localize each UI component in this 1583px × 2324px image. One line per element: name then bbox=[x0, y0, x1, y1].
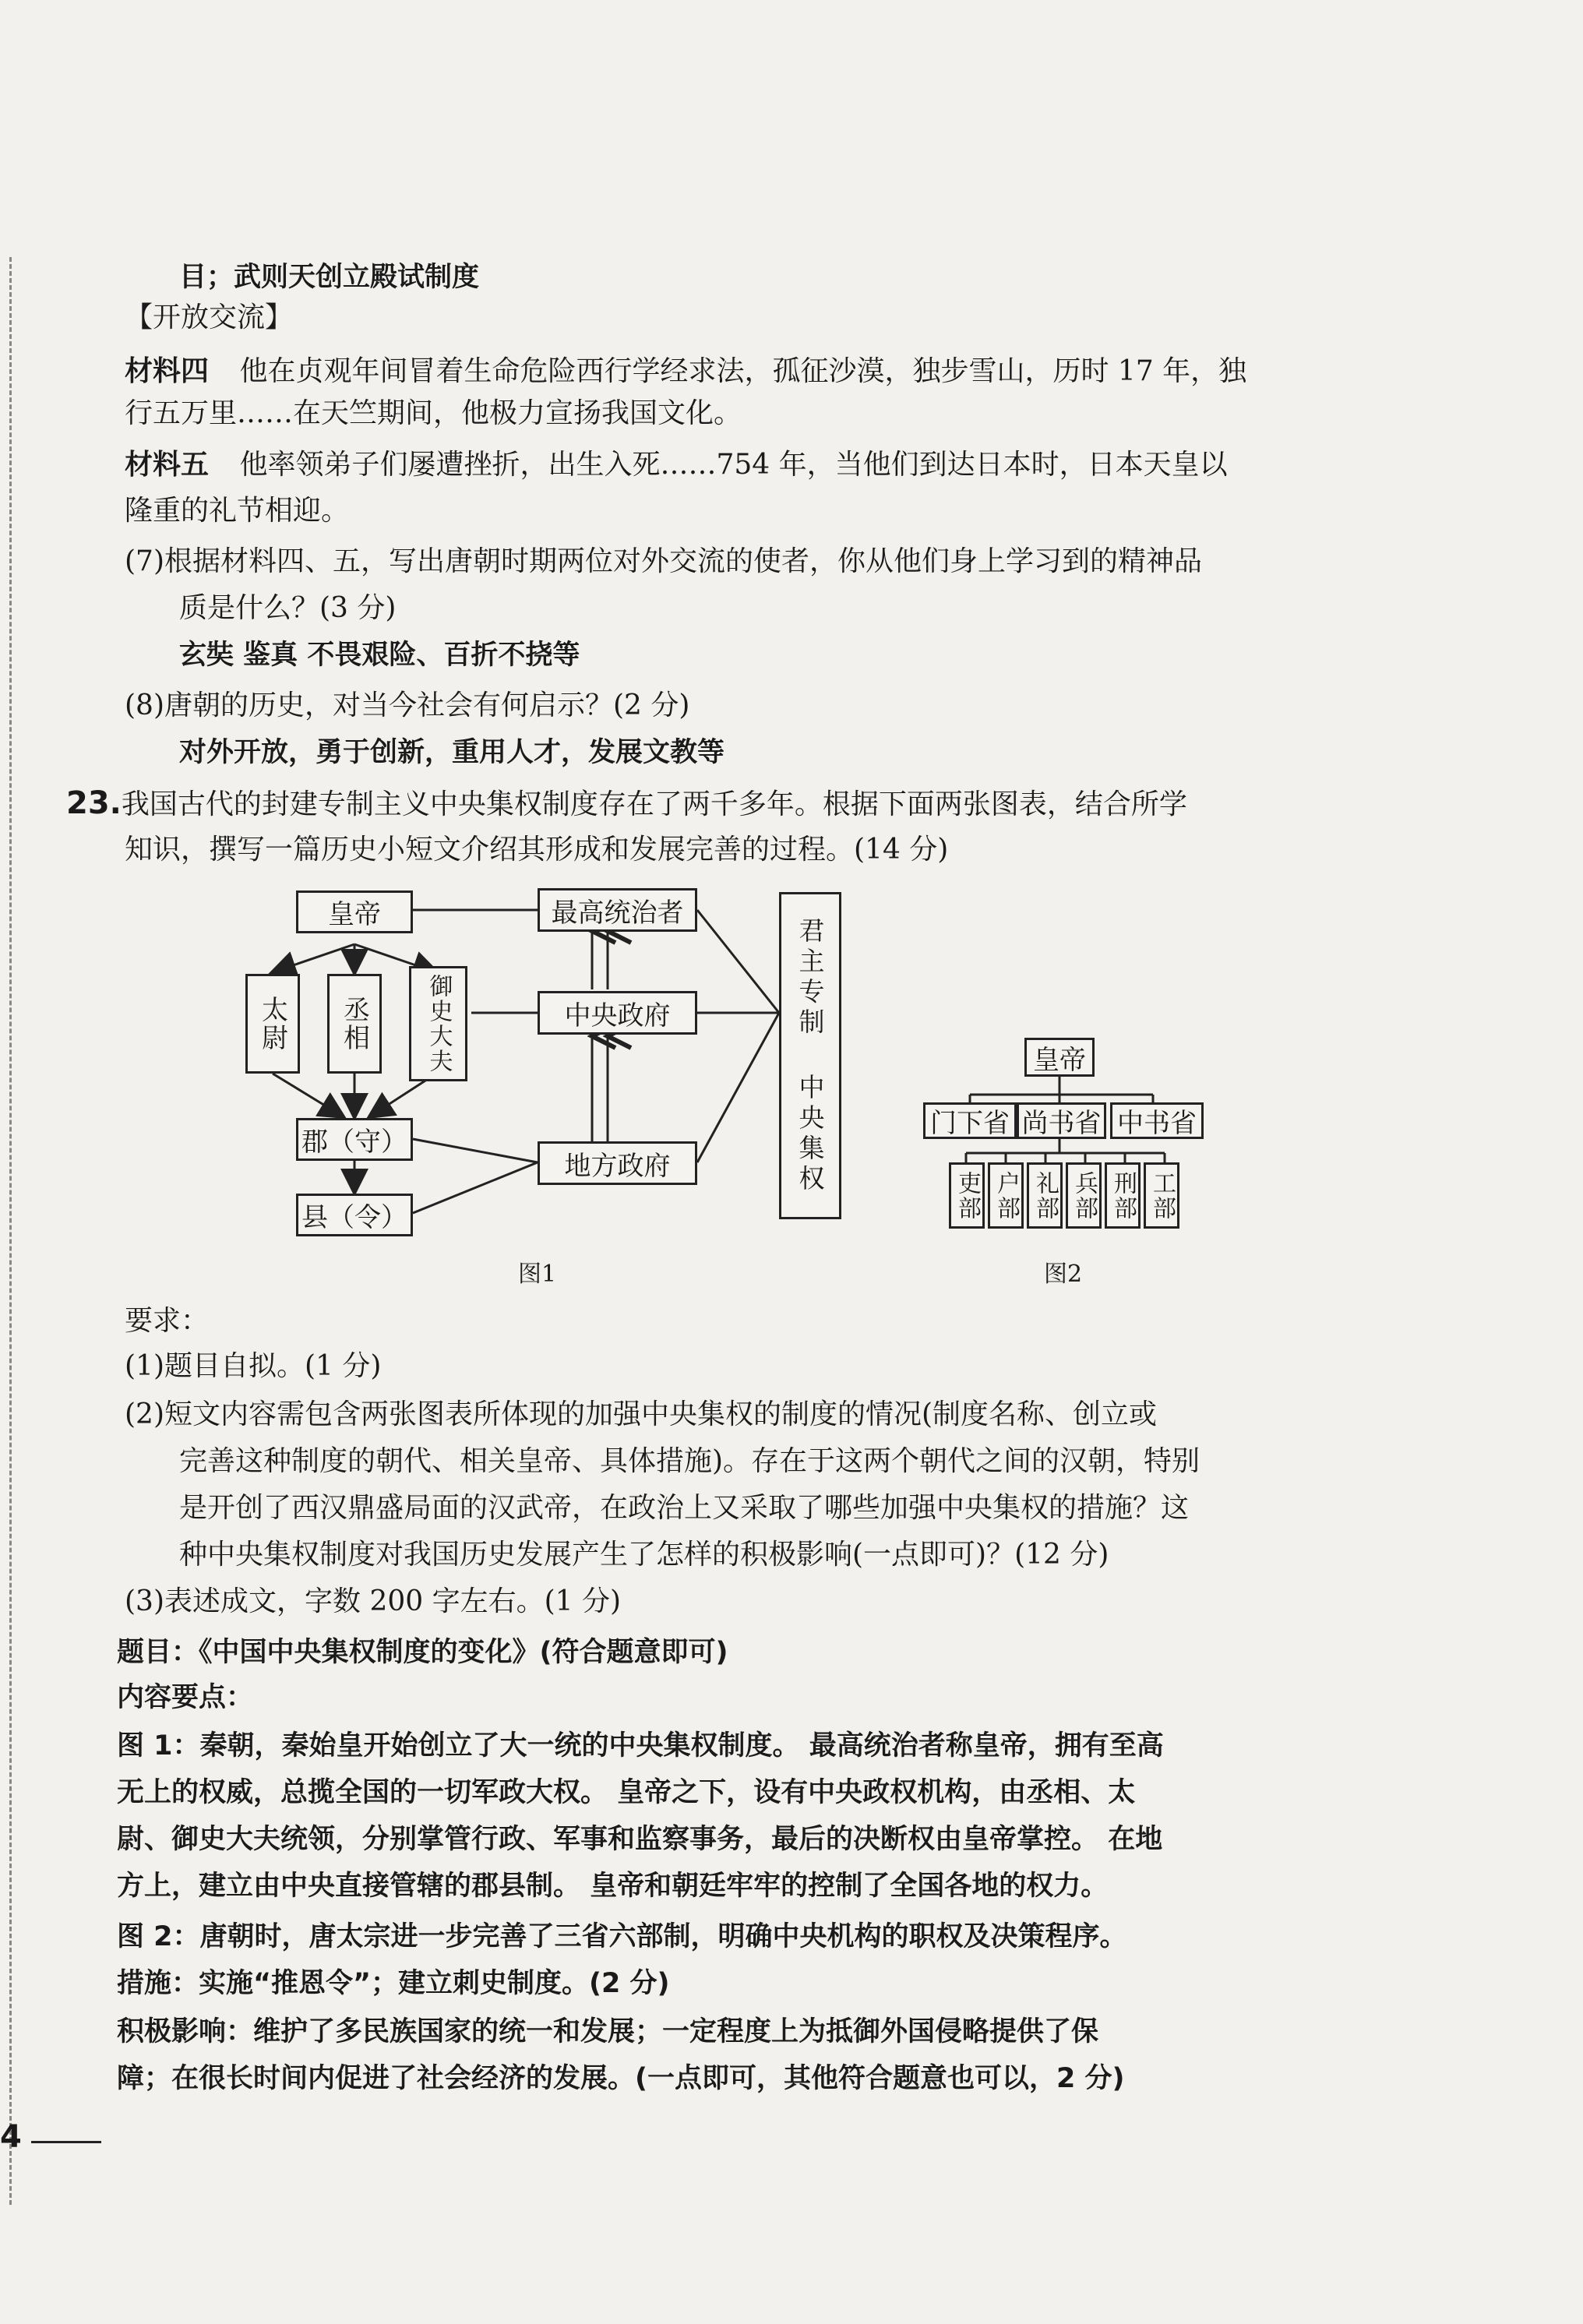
section-heading: 【开放交流】 bbox=[125, 302, 294, 333]
fig2-ministry-li2: 礼部 bbox=[1027, 1162, 1063, 1229]
requirement-1: (1)题目自拟。(1 分) bbox=[125, 1350, 382, 1382]
fig1-system: 君主专制 中央集权 bbox=[779, 892, 841, 1219]
q8-answer: 对外开放，勇于创新，重用人才，发展文教等 bbox=[179, 737, 725, 768]
answer-top: 目；武则天创立殿试制度 bbox=[179, 262, 480, 293]
answer-fig2: 图 2：唐朝时，唐太宗进一步完善了三省六部制，明确中央机构的职权及决策程序。 bbox=[117, 1921, 1127, 1952]
material4-line1: 材料四 他在贞观年间冒着生命危险西行学经求法，孤征沙漠，独步雪山，历时 17 年，独 bbox=[125, 354, 1247, 387]
answer-impact-line2: 障；在很长时间内促进了社会经济的发展。(一点即可，其他符合题意也可以，2 分) bbox=[117, 2063, 1125, 2094]
requirement-2-line1: (2)短文内容需包含两张图表所体现的加强中央集权的制度的情况(制度名称、创立或 bbox=[125, 1398, 1158, 1430]
requirement-2-line3: 是开创了西汉鼎盛局面的汉武帝，在政治上又采取了哪些加强中央集权的措施？这 bbox=[179, 1492, 1190, 1524]
fig2-province-zhongshu: 中书省 bbox=[1110, 1102, 1204, 1139]
material4-label: 材料四 bbox=[125, 354, 210, 387]
fig1-taiwei: 太尉 bbox=[245, 974, 300, 1074]
fig1-supreme-ruler: 最高统治者 bbox=[538, 888, 697, 932]
q7-answer: 玄奘 鉴真 不畏艰险、百折不挠等 bbox=[179, 640, 580, 671]
material5-line1: 材料五 他率领弟子们屡遭挫折，出生入死……754 年，当他们到达日本时，日本天皇以 bbox=[125, 448, 1228, 481]
fig2-emperor: 皇帝 bbox=[1024, 1038, 1095, 1077]
fig1-xian: 县（令） bbox=[296, 1194, 413, 1236]
fig2-caption: 图2 bbox=[1044, 1261, 1083, 1288]
fig2-province-shangshu: 尚书省 bbox=[1017, 1102, 1106, 1139]
requirement-3: (3)表述成文，字数 200 字左右。(1 分) bbox=[125, 1585, 622, 1617]
answer-points: 内容要点： bbox=[117, 1682, 254, 1713]
q23-line2: 知识，撰写一篇历史小短文介绍其形成和发展完善的过程。(14 分) bbox=[125, 834, 949, 866]
answer-fig1-line4: 方上，建立由中央直接管辖的郡县制。 皇帝和朝廷牢牢的控制了全国各地的权力。 bbox=[117, 1871, 1109, 1902]
fig1-yushi: 御史大夫 bbox=[409, 966, 467, 1081]
answer-impact-line1: 积极影响：维护了多民族国家的统一和发展；一定程度上为抵御外国侵略提供了保 bbox=[117, 2016, 1099, 2047]
material5-line2: 隆重的礼节相迎。 bbox=[125, 495, 350, 527]
fig2-ministry-gong: 工部 bbox=[1144, 1162, 1179, 1229]
answer-measures: 措施：实施“推恩令”；建立刺史制度。(2 分) bbox=[117, 1968, 670, 1999]
fig2-ministry-xing: 刑部 bbox=[1105, 1162, 1141, 1229]
fig2-ministry-li: 吏部 bbox=[949, 1162, 985, 1229]
answer-fig1-line1: 图 1：秦朝，秦始皇开始创立了大一统的中央集权制度。 最高统治者称皇帝，拥有至高 bbox=[117, 1730, 1164, 1762]
requirement-2-line2: 完善这种制度的朝代、相关皇帝、具体措施)。存在于这两个朝代之间的汉朝，特别 bbox=[179, 1445, 1200, 1477]
q8-question: (8)唐朝的历史，对当今社会有何启示？(2 分) bbox=[125, 689, 690, 721]
requirement-2-line4: 种中央集权制度对我国历史发展产生了怎样的积极影响(一点即可)？(12 分) bbox=[179, 1539, 1109, 1571]
fig2-ministry-bing: 兵部 bbox=[1066, 1162, 1102, 1229]
q23-number: 23. bbox=[66, 785, 122, 821]
fig1-caption: 图1 bbox=[518, 1261, 557, 1288]
fig1-chengxiang: 丞相 bbox=[327, 974, 382, 1074]
q7-line2: 质是什么？(3 分) bbox=[179, 592, 397, 624]
requirements-title: 要求： bbox=[125, 1305, 210, 1337]
fig2-province-menxia: 门下省 bbox=[923, 1102, 1017, 1139]
fig2-ministry-hu: 户部 bbox=[988, 1162, 1024, 1229]
margin-dashed-line bbox=[9, 257, 12, 2205]
material4-line2: 行五万里……在天竺期间，他极力宣扬我国文化。 bbox=[125, 397, 742, 429]
material5-label: 材料五 bbox=[125, 448, 210, 481]
fig1-emperor: 皇帝 bbox=[296, 890, 413, 933]
answer-fig1-line2: 无上的权威，总揽全国的一切军政大权。 皇帝之下，设有中央政权机构，由丞相、太 bbox=[117, 1777, 1136, 1808]
answer-fig1-line3: 尉、御史大夫统领，分别掌管行政、军事和监察事务，最后的决断权由皇帝掌控。 在地 bbox=[117, 1824, 1163, 1855]
q23-line1: 23.我国古代的封建专制主义中央集权制度存在了两千多年。根据下面两张图表，结合所学 bbox=[66, 785, 1187, 821]
fig1-local-government: 地方政府 bbox=[538, 1141, 697, 1185]
answer-title: 题目：《中国中央集权制度的变化》(符合题意即可) bbox=[117, 1637, 728, 1668]
fig1-central-government: 中央政府 bbox=[538, 991, 697, 1035]
fig1-jun: 郡（守） bbox=[296, 1118, 413, 1161]
page-number-rule bbox=[31, 2141, 101, 2143]
q7-line1: (7)根据材料四、五，写出唐朝时期两位对外交流的使者，你从他们身上学习到的精神品 bbox=[125, 545, 1202, 577]
page-number: 4 bbox=[0, 2119, 22, 2155]
